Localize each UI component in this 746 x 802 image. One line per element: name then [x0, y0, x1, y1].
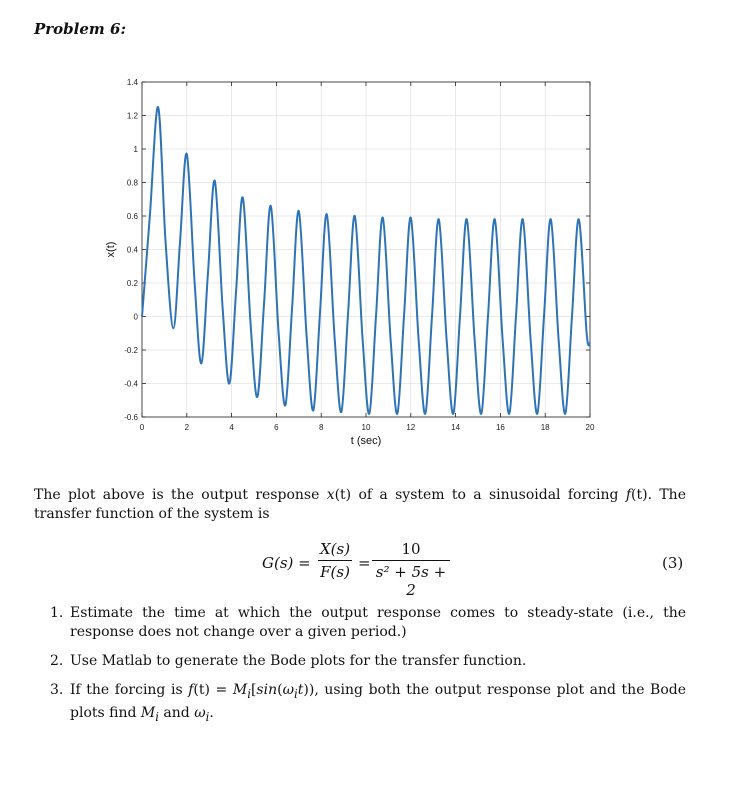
x-tick-label: 8 — [318, 423, 324, 432]
fraction-denominator: F(s) — [320, 563, 350, 581]
fraction-numerator-10: 10 — [372, 540, 450, 561]
x-tick-label: 18 — [540, 423, 550, 432]
y-tick-label: -0.4 — [124, 379, 138, 389]
y-tick-label: 0 — [133, 312, 138, 322]
y-tick-label: 0.4 — [126, 245, 138, 255]
question-item: 2. Use Matlab to generate the Bode plots for the transfer function. — [50, 653, 527, 669]
y-tick-label: 1 — [133, 145, 138, 154]
y-tick-label: 1.2 — [126, 111, 138, 121]
x-tick-label: 10 — [361, 423, 371, 432]
y-tick-label: -0.6 — [124, 413, 138, 422]
fraction-transfer — [372, 540, 450, 599]
x-tick-label: 6 — [274, 423, 279, 432]
question-list — [34, 604, 686, 737]
y-axis-label: x(t) — [105, 241, 117, 258]
x-tick-labels — [140, 423, 595, 432]
y-tick-label: 1.4 — [126, 78, 138, 87]
fraction-numerator: X(s) — [318, 540, 352, 561]
equation-lhs: G(s) = — [262, 554, 311, 572]
question-item: 1. Estimate the time at which the output response comes to steady-state (i.e., the response does not change over a given period.) — [50, 605, 686, 640]
y-tick-label: 0.2 — [126, 279, 138, 288]
question-item: 3. If the forcing is $f(t) = M_i[\sin(\omega_it))$, using both the output response plot and the Bode plots find $M_i$ and $\omega_i$. — [50, 682, 687, 724]
problem-title: Problem 6: — [34, 20, 126, 38]
x-tick-label: 4 — [229, 423, 234, 432]
y-tick-label: -0.2 — [124, 346, 138, 355]
x-tick-label: 16 — [495, 423, 505, 432]
response-plot — [96, 72, 606, 452]
transfer-function-equation — [0, 540, 746, 599]
y-tick-labels — [124, 78, 138, 422]
x-tick-label: 12 — [406, 423, 416, 432]
equation-number: (3) — [662, 554, 684, 572]
x-tick-label: 0 — [139, 423, 145, 432]
x-tick-label: 2 — [184, 423, 190, 432]
x-tick-label: 14 — [451, 423, 461, 432]
fraction-x-over-f — [318, 540, 352, 581]
y-tick-label: 0.8 — [126, 178, 138, 188]
description-paragraph: The plot above is the output response x(t) of a system to a sinusoidal forcing f(t). The transfer function of the system is — [34, 487, 686, 522]
y-tick-label: 0.6 — [126, 212, 138, 221]
x-axis-label: t (sec) — [350, 435, 382, 447]
equals-sign: = — [358, 554, 371, 572]
x-tick-label: 20 — [585, 423, 595, 432]
fraction-denominator-poly: s² + 5s + 2 — [375, 563, 447, 599]
